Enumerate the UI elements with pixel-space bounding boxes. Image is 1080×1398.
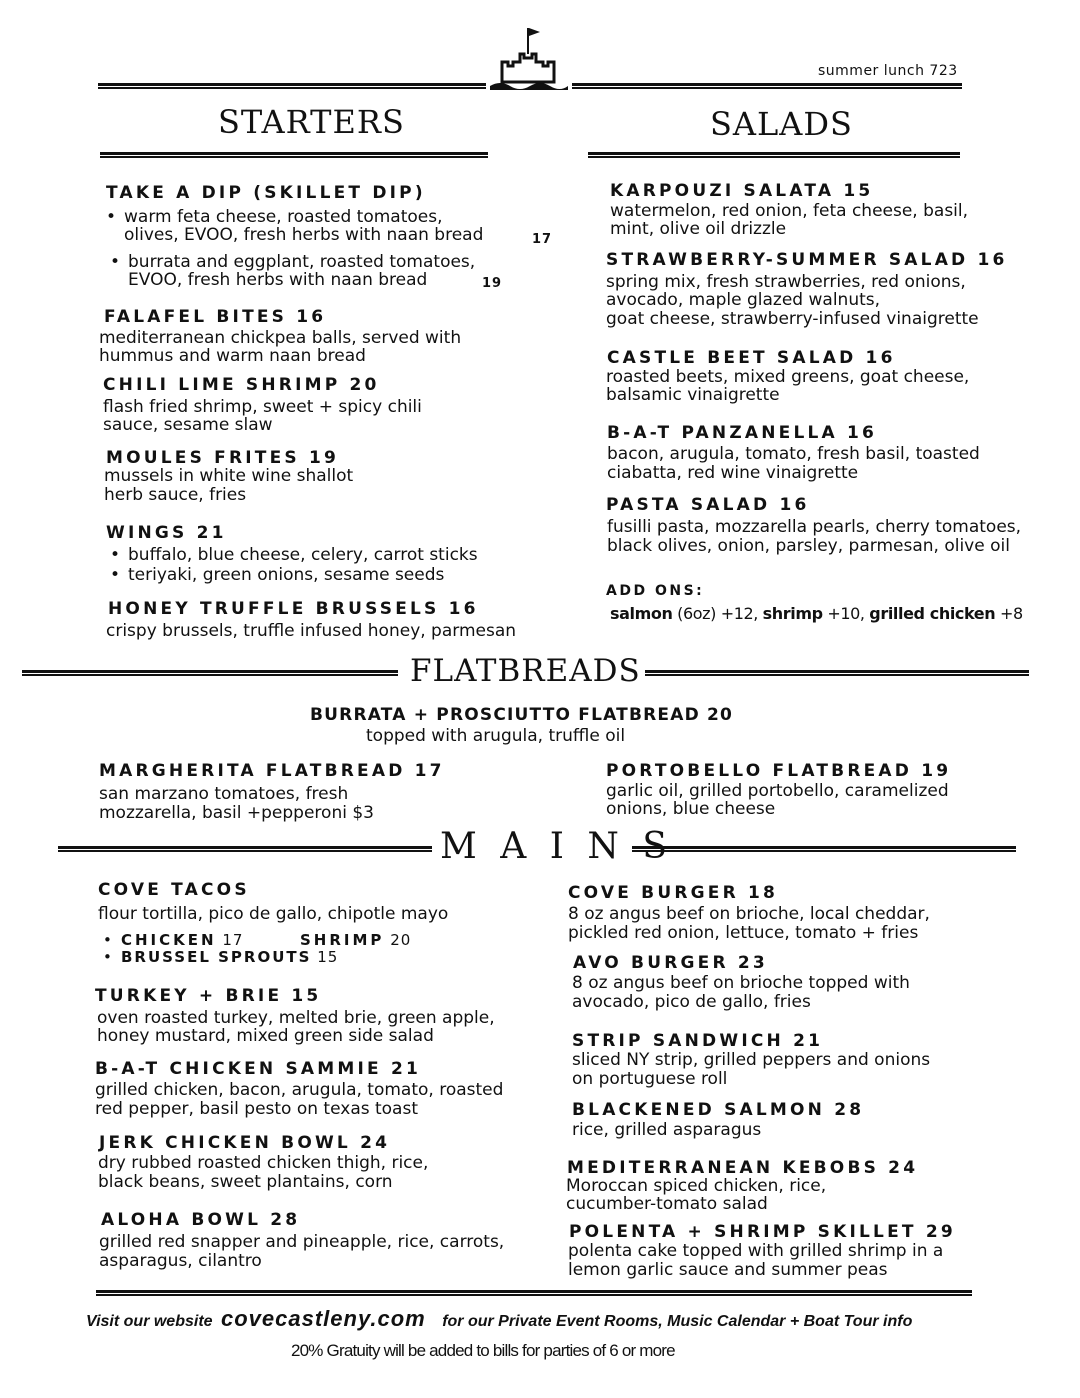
item-name-tacos: COVE TACOS — [98, 880, 250, 900]
turkey-desc-1: oven roasted turkey, melted brie, green apple, — [97, 1008, 495, 1028]
item-name-dip: TAKE A DIP (SKILLET DIP) — [106, 183, 426, 203]
castle-logo-icon — [488, 24, 570, 94]
portobello-desc-2: onions, blue cheese — [606, 799, 776, 819]
tacos-options-2 — [121, 948, 338, 967]
flatbreads-rule-right — [645, 670, 1029, 676]
starters-rule — [100, 152, 488, 158]
avo-desc-1: 8 oz angus beef on brioche topped with — [572, 973, 910, 993]
strip-desc-1: sliced NY strip, grilled peppers and onions — [572, 1050, 931, 1070]
strawberry-desc-3: goat cheese, strawberry-infused vinaigrette — [606, 309, 979, 329]
sammie-desc-1: grilled chicken, bacon, arugula, tomato, roasted — [95, 1080, 504, 1100]
strawberry-desc-1: spring mix, fresh strawberries, red onions, — [606, 272, 966, 292]
addon-salmon-detail: (6oz) +12, — [672, 604, 763, 623]
margherita-desc-2: mozzarella, basil +pepperoni $3 — [99, 803, 374, 823]
jerk-desc-1: dry rubbed roasted chicken thigh, rice, — [98, 1153, 429, 1173]
item-name-burrata-flatbread: BURRATA + PROSCIUTTO FLATBREAD 20 — [310, 705, 734, 725]
item-name-strip: STRIP SANDWICH 21 — [572, 1031, 824, 1051]
item-name-jerk: JERK CHICKEN BOWL 24 — [99, 1133, 391, 1153]
footer-visit-text: Visit our website — [86, 1313, 213, 1330]
salmon-desc-1: rice, grilled asparagus — [572, 1120, 762, 1140]
strip-desc-2: on portuguese roll — [572, 1069, 728, 1089]
avo-desc-2: avocado, pico de gallo, fries — [572, 992, 811, 1012]
karpouzi-desc-1: watermelon, red onion, feta cheese, basil, — [610, 201, 969, 221]
addon-salmon: salmon — [610, 604, 673, 623]
section-title-flatbreads: FLATBREADS — [410, 653, 641, 689]
moules-desc-2: herb sauce, fries — [104, 485, 247, 505]
website-link[interactable]: covecastleny.com — [221, 1306, 426, 1331]
item-name-turkey: TURKEY + BRIE 15 — [95, 986, 322, 1006]
item-name-sammie: B-A-T CHICKEN SAMMIE 21 — [95, 1059, 422, 1079]
moules-desc-1: mussels in white wine shallot — [104, 466, 354, 486]
beet-desc-2: balsamic vinaigrette — [606, 385, 780, 405]
pasta-desc-1: fusilli pasta, mozzarella pearls, cherry tomatoes, — [607, 517, 1022, 537]
addon-shrimp: shrimp — [762, 604, 823, 623]
item-name-brussels: HONEY TRUFFLE BRUSSELS 16 — [108, 599, 479, 619]
aloha-desc-2: asparagus, cilantro — [99, 1251, 262, 1271]
tagline: summer lunch 723 — [818, 63, 958, 79]
tacos-shrimp-price: 20 — [384, 931, 412, 949]
gratuity-note: 20% Gratuity will be added to bills for parties of 6 or more — [291, 1341, 675, 1360]
section-title-salads: SALADS — [710, 105, 853, 143]
shrimp-desc-1: flash fried shrimp, sweet + spicy chili — [103, 397, 422, 417]
tacos-shrimp: SHRIMP — [300, 931, 385, 949]
tacos-brussel: BRUSSEL SPROUTS — [121, 948, 312, 966]
karpouzi-desc-2: mint, olive oil drizzle — [610, 219, 787, 239]
item-name-falafel: FALAFEL BITES 16 — [104, 307, 327, 327]
falafel-desc-2: hummus and warm naan bread — [99, 346, 366, 366]
falafel-desc-1: mediterranean chickpea balls, served with — [99, 328, 462, 348]
item-name-karpouzi: KARPOUZI SALATA 15 — [610, 181, 874, 201]
wings-option-2: • teriyaki, green onions, sesame seeds — [128, 566, 444, 585]
panzanella-desc-2: ciabatta, red wine vinaigrette — [607, 463, 859, 483]
beet-desc-1: roasted beets, mixed greens, goat cheese, — [606, 367, 970, 387]
tacos-chicken: CHICKEN — [121, 931, 217, 949]
footer-visit — [86, 1306, 912, 1332]
item-name-kebobs: MEDITERRANEAN KEBOBS 24 — [567, 1158, 919, 1178]
margherita-desc-1: san marzano tomatoes, fresh — [99, 784, 349, 804]
section-title-mains: M A I N S — [440, 826, 674, 867]
panzanella-desc-1: bacon, arugula, tomato, fresh basil, toasted — [607, 444, 980, 464]
addon-chicken-detail: +8 — [995, 604, 1023, 623]
footer-rest-text: for our Private Event Rooms, Music Calendar + Boat Tour info — [442, 1313, 913, 1330]
item-name-wings: WINGS 21 — [106, 523, 227, 543]
polenta-desc-2: lemon garlic sauce and summer peas — [568, 1260, 888, 1280]
wings-option-1: • buffalo, blue cheese, celery, carrot sticks — [128, 546, 478, 565]
item-name-portobello: PORTOBELLO FLATBREAD 19 — [606, 761, 952, 781]
item-name-burger: COVE BURGER 18 — [568, 883, 779, 903]
header-rule-right — [572, 83, 962, 89]
addon-shrimp-detail: +10, — [822, 604, 870, 623]
kebobs-desc-2: cucumber-tomato salad — [566, 1194, 768, 1214]
item-name-beet: CASTLE BEET SALAD 16 — [607, 348, 896, 368]
portobello-desc-1: garlic oil, grilled portobello, caramelized — [606, 781, 949, 801]
shrimp-desc-2: sauce, sesame slaw — [103, 415, 273, 435]
addon-chicken: grilled chicken — [869, 604, 996, 623]
jerk-desc-2: black beans, sweet plantains, corn — [98, 1172, 393, 1192]
addons-list — [610, 604, 1023, 623]
item-name-avo: AVO BURGER 23 — [573, 953, 768, 973]
item-name-shrimp: CHILI LIME SHRIMP 20 — [103, 375, 380, 395]
item-name-strawberry: STRAWBERRY-SUMMER SALAD 16 — [606, 250, 1008, 270]
dip-option-2: • burrata and eggplant, roasted tomatoes, — [128, 253, 475, 272]
mains-rule-left — [58, 846, 432, 852]
item-name-panzanella: B-A-T PANZANELLA 16 — [607, 423, 878, 443]
dip-option-2-line2: EVOO, fresh herbs with naan bread — [128, 270, 428, 290]
item-name-aloha: ALOHA BOWL 28 — [101, 1210, 301, 1230]
burrata-flatbread-desc: topped with arugula, truffle oil — [366, 726, 626, 746]
brussels-desc-1: crispy brussels, truffle infused honey, parmesan — [106, 621, 517, 641]
item-name-moules: MOULES FRITES 19 — [106, 448, 340, 468]
tacos-brussel-price: 15 — [311, 948, 339, 966]
burger-desc-2: pickled red onion, lettuce, tomato + fries — [568, 923, 919, 943]
addons-title: ADD ONS: — [606, 583, 705, 599]
pasta-desc-2: black olives, onion, parsley, parmesan, olive oil — [607, 536, 1010, 556]
dip-option-2-price: 19 — [482, 276, 503, 291]
tacos-desc-1: flour tortilla, pico de gallo, chipotle mayo — [98, 904, 449, 924]
footer-rule — [96, 1290, 972, 1296]
turkey-desc-2: honey mustard, mixed green side salad — [97, 1026, 434, 1046]
dip-option-1-line2: olives, EVOO, fresh herbs with naan bread — [124, 225, 484, 245]
item-name-pasta: PASTA SALAD 16 — [606, 495, 810, 515]
dip-option-1: • warm feta cheese, roasted tomatoes, — [124, 208, 443, 227]
section-title-starters: STARTERS — [218, 103, 405, 141]
header-rule-left — [98, 83, 486, 89]
sammie-desc-2: red pepper, basil pesto on texas toast — [95, 1099, 418, 1119]
tacos-chicken-price: 17 — [216, 931, 244, 949]
polenta-desc-1: polenta cake topped with grilled shrimp in a — [568, 1241, 944, 1261]
salads-rule — [588, 152, 960, 158]
aloha-desc-1: grilled red snapper and pineapple, rice, carrots, — [99, 1232, 505, 1252]
kebobs-desc-1: Moroccan spiced chicken, rice, — [566, 1176, 827, 1196]
item-name-salmon: BLACKENED SALMON 28 — [572, 1100, 865, 1120]
burger-desc-1: 8 oz angus beef on brioche, local cheddar, — [568, 904, 930, 924]
flatbreads-rule-left — [22, 670, 398, 676]
mains-rule-right — [632, 846, 1016, 852]
strawberry-desc-2: avocado, maple glazed walnuts, — [606, 290, 881, 310]
item-name-polenta: POLENTA + SHRIMP SKILLET 29 — [569, 1222, 956, 1242]
dip-option-1-price: 17 — [532, 232, 553, 247]
item-name-margherita: MARGHERITA FLATBREAD 17 — [99, 761, 445, 781]
